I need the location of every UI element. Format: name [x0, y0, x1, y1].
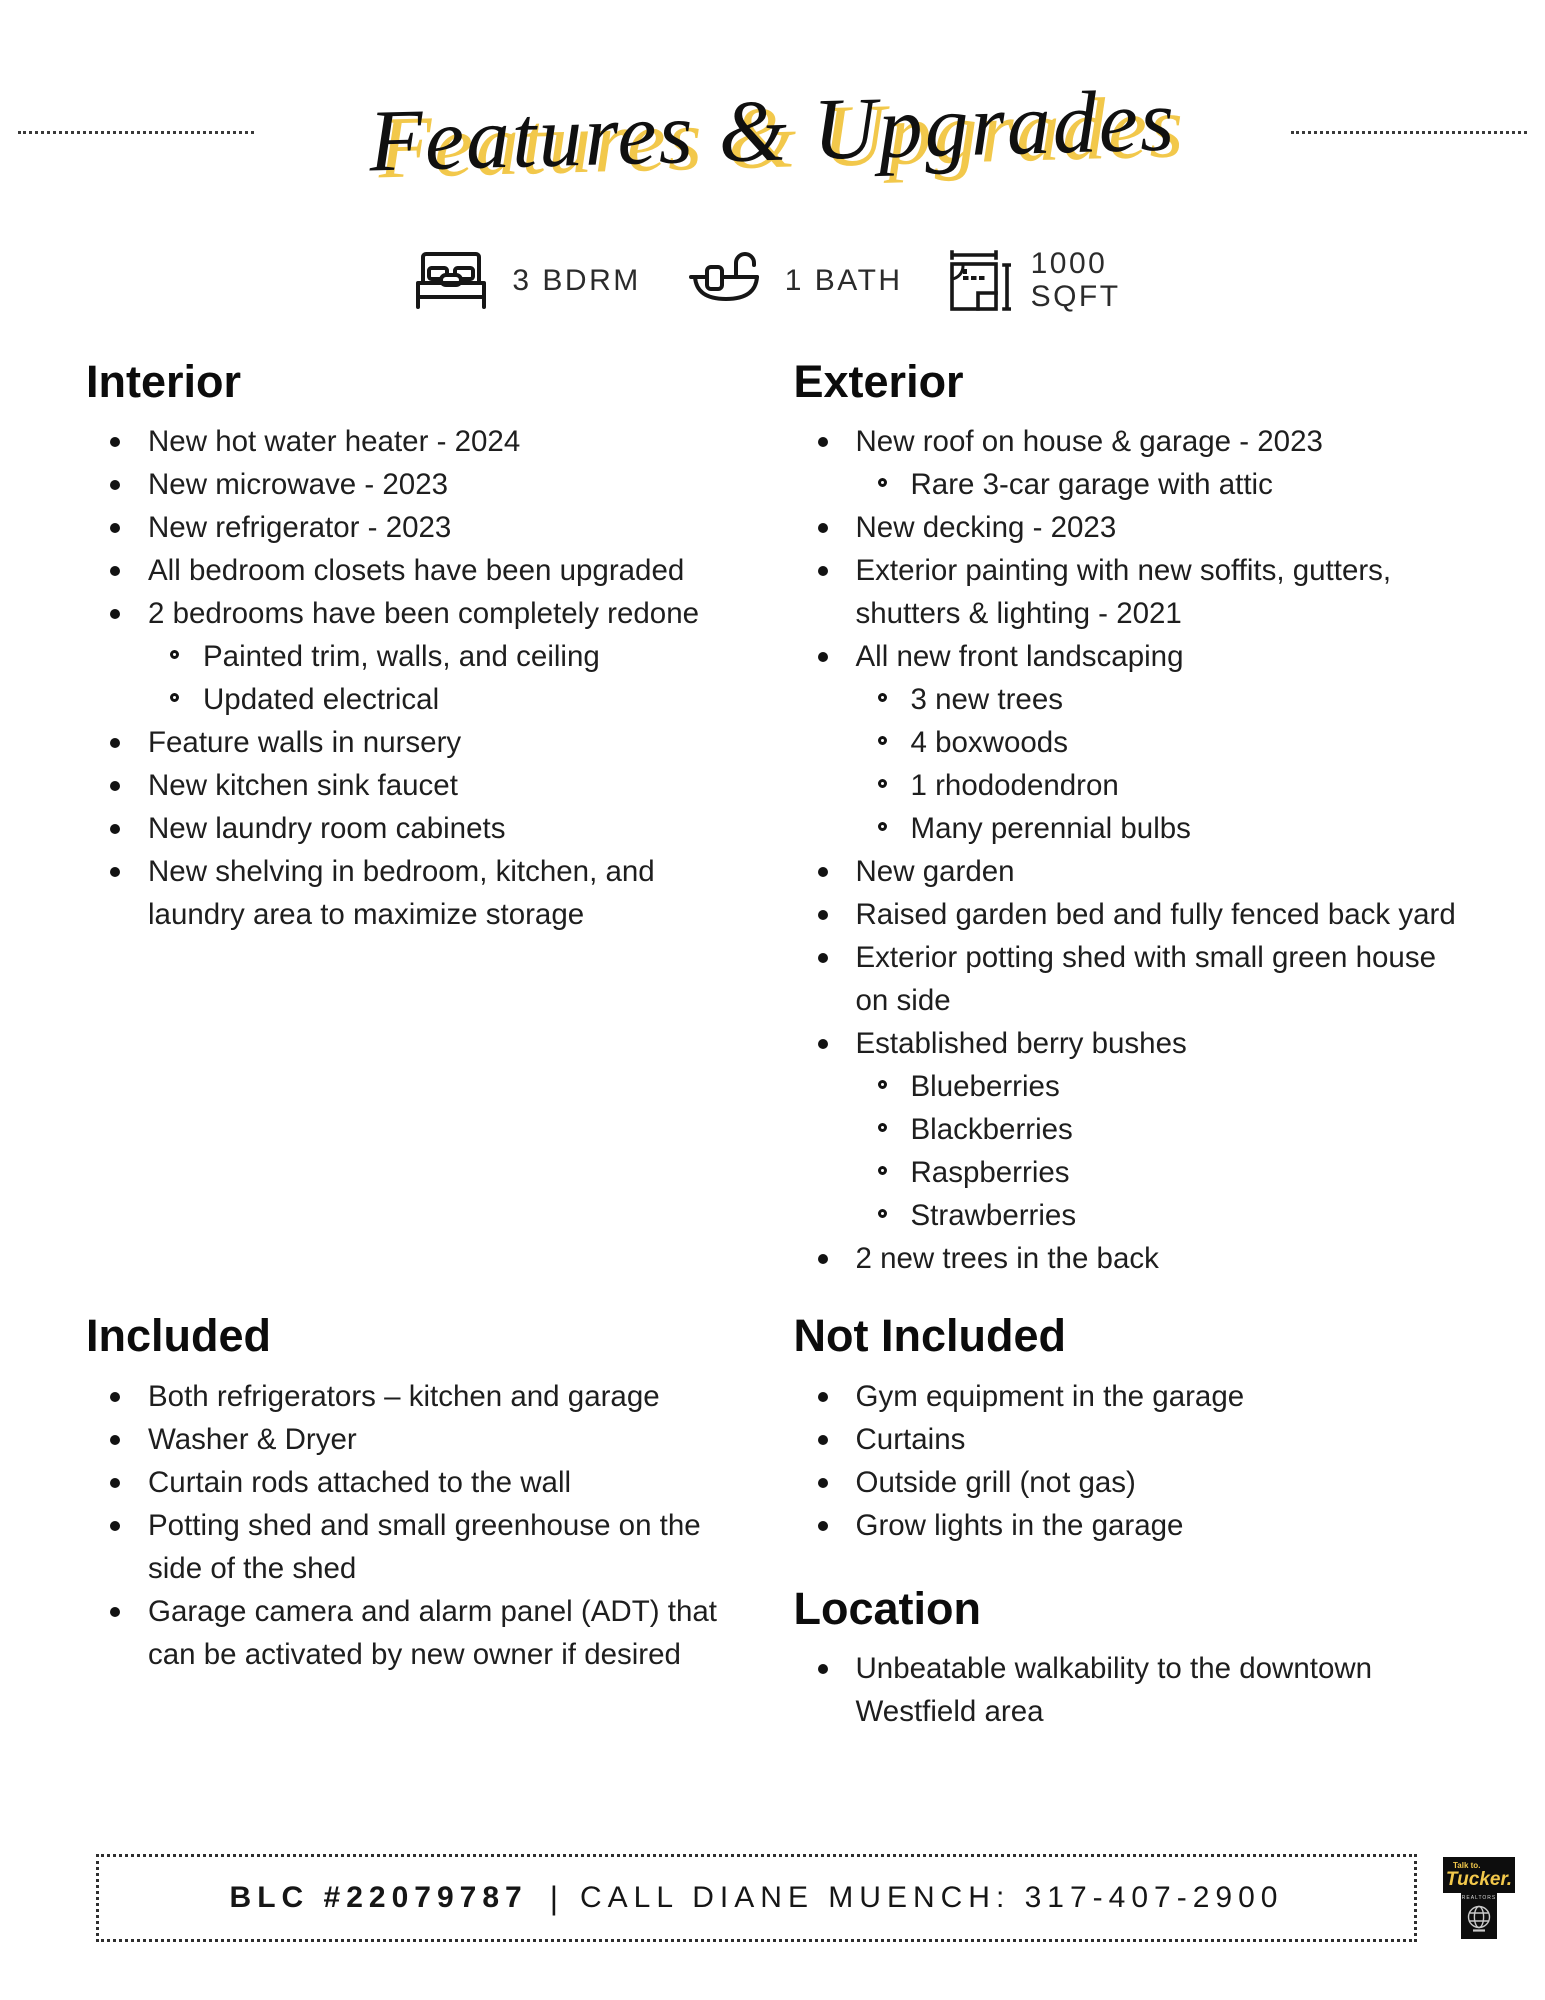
section-exterior [794, 354, 1460, 1280]
bullet-dot-icon [818, 1254, 828, 1264]
list-item-text: Exterior painting with new soffits, gutters, shutters & lighting - 2021 [855, 554, 1392, 631]
list-item [794, 764, 1460, 807]
list-item [86, 764, 752, 807]
list-item-text: All bedroom closets have been upgraded [148, 554, 685, 588]
list-item [794, 1022, 1460, 1065]
bullet-dot-icon [110, 867, 120, 877]
list-item [794, 1647, 1460, 1733]
bullet-circle-icon [878, 1209, 887, 1218]
tucker-logo [1441, 1857, 1517, 1939]
globe-icon [1466, 1902, 1492, 1939]
list-item-text: Blackberries [910, 1113, 1073, 1147]
bullet-dot-icon [818, 867, 828, 877]
bullet-circle-icon [170, 650, 179, 659]
list-item [794, 463, 1460, 506]
bullet-dot-icon [110, 781, 120, 791]
list-item-text: New refrigerator - 2023 [148, 511, 452, 545]
bullet-dot-icon [110, 738, 120, 748]
location-list [794, 1647, 1460, 1733]
title-header [0, 34, 1545, 230]
bed-icon [410, 249, 492, 311]
bullet-dot-icon [818, 1478, 828, 1488]
list-item [794, 506, 1460, 549]
list-item-text: Gym equipment in the garage [855, 1379, 1245, 1413]
bullet-dot-icon [818, 910, 828, 920]
bullet-dot-icon [818, 437, 828, 447]
bullet-dot-icon [110, 609, 120, 619]
bullet-circle-icon [878, 1166, 887, 1175]
interior-heading: Interior [86, 356, 242, 407]
stat-bathrooms [687, 249, 903, 311]
list-item [86, 678, 752, 721]
list-item-text: Outside grill (not gas) [855, 1465, 1136, 1499]
right-bottom-column [794, 1308, 1460, 1733]
list-item-text: 1 rhododendron [910, 769, 1119, 803]
blc-number: BLC #22079787 [229, 1881, 528, 1914]
section-included [86, 1308, 752, 1733]
tucker-logo-bottom [1461, 1893, 1497, 1939]
bullet-dot-icon [818, 566, 828, 576]
bullet-dot-icon [110, 824, 120, 834]
list-item [86, 549, 752, 592]
bullet-circle-icon [170, 693, 179, 702]
list-item [794, 850, 1460, 893]
list-item-text: Washer & Dryer [148, 1422, 357, 1456]
bath-icon [687, 249, 765, 311]
list-item-text: New shelving in bedroom, kitchen, and laundry area to maximize storage [148, 855, 655, 932]
list-item-text: Painted trim, walls, and ceiling [203, 640, 600, 674]
list-item-text: New laundry room cabinets [148, 812, 506, 846]
bullet-circle-icon [878, 779, 887, 788]
list-item [794, 1151, 1460, 1194]
section-interior [86, 354, 752, 1280]
list-item-text: Curtain rods attached to the wall [148, 1465, 572, 1499]
list-item-text: Rare 3-car garage with attic [910, 468, 1273, 502]
list-item [794, 1461, 1460, 1504]
list-item-text: Grow lights in the garage [855, 1508, 1184, 1542]
list-item-text: 2 new trees in the back [855, 1242, 1159, 1276]
bathrooms-label: 1 BATH [784, 263, 903, 297]
list-item-text: 2 bedrooms have been completely redone [148, 597, 700, 631]
bullet-dot-icon [818, 953, 828, 963]
list-item-text: New kitchen sink faucet [148, 769, 458, 803]
bullet-dot-icon [110, 480, 120, 490]
list-item [86, 807, 752, 850]
bullet-dot-icon [110, 1392, 120, 1402]
list-item [86, 850, 752, 936]
bullet-dot-icon [110, 566, 120, 576]
not-included-list [794, 1375, 1460, 1547]
included-heading: Included [86, 1310, 272, 1362]
list-item [794, 893, 1460, 936]
location-heading: Location [793, 1582, 981, 1634]
list-item [86, 1504, 752, 1590]
list-item [86, 1418, 752, 1461]
floorplan-icon [949, 249, 1011, 311]
list-item-text: Feature walls in nursery [148, 726, 462, 760]
list-item [794, 635, 1460, 678]
list-item [794, 807, 1460, 850]
list-item-text: Raised garden bed and fully fenced back yard [855, 898, 1456, 932]
list-item [794, 1418, 1460, 1461]
talk-to-label: Talk to. [1453, 1860, 1481, 1870]
list-item-text: Both refrigerators – kitchen and garage [148, 1379, 660, 1413]
bullet-circle-icon [878, 1080, 887, 1089]
bedrooms-label: 3 BDRM [512, 263, 641, 297]
list-item-text: Curtains [855, 1422, 966, 1456]
bullet-dot-icon [110, 1435, 120, 1445]
page-title: Features & Upgrades [367, 72, 1178, 191]
list-item [794, 1375, 1460, 1418]
list-item-text: Updated electrical [203, 683, 440, 717]
list-item [86, 635, 752, 678]
list-item [86, 463, 752, 506]
realtors-label: REALTORS [1461, 1895, 1497, 1901]
list-item [86, 1461, 752, 1504]
exterior-heading: Exterior [793, 356, 964, 407]
bullet-dot-icon [110, 1478, 120, 1488]
exterior-list [794, 420, 1460, 1280]
list-item [86, 592, 752, 635]
list-item-text: New microwave - 2023 [148, 468, 449, 502]
footer [0, 1854, 1545, 2000]
section-not-included [794, 1308, 1460, 1546]
bullet-circle-icon [878, 1123, 887, 1132]
bullet-dot-icon [818, 523, 828, 533]
section-location [794, 1581, 1460, 1733]
bullet-circle-icon [878, 822, 887, 831]
bullet-dot-icon [110, 437, 120, 447]
list-item-text: Exterior potting shed with small green house on side [855, 941, 1436, 1018]
sqft-label: 1000 SQFT [1030, 247, 1121, 313]
not-included-heading: Not Included [793, 1310, 1066, 1362]
bullet-dot-icon [818, 1521, 828, 1531]
property-stats [0, 232, 1545, 328]
list-item [794, 420, 1460, 463]
list-item-text: Garage camera and alarm panel (ADT) that can be activated by new owner if desired [148, 1594, 717, 1671]
list-item [794, 1237, 1460, 1280]
list-item-text: Many perennial bulbs [910, 812, 1191, 846]
bullet-dot-icon [818, 1392, 828, 1402]
list-item [86, 721, 752, 764]
bullet-circle-icon [878, 693, 887, 702]
list-item [86, 420, 752, 463]
contact-phone: CALL DIANE MUENCH: 317-407-2900 [580, 1881, 1284, 1914]
bullet-dot-icon [110, 1607, 120, 1617]
list-item [794, 1108, 1460, 1151]
bullet-dot-icon [818, 1039, 828, 1049]
list-item-text: All new front landscaping [855, 640, 1184, 674]
list-item-text: Strawberries [910, 1199, 1077, 1233]
list-item [794, 721, 1460, 764]
tucker-label: Tucker. [1445, 1868, 1513, 1890]
bullet-dot-icon [818, 652, 828, 662]
bullet-dot-icon [818, 1664, 828, 1674]
list-item [794, 678, 1460, 721]
bullet-dot-icon [818, 1435, 828, 1445]
list-item-text: New decking - 2023 [855, 511, 1117, 545]
list-item [794, 936, 1460, 1022]
tucker-logo-top [1443, 1857, 1515, 1893]
list-item-text: 3 new trees [910, 683, 1063, 717]
list-item [86, 1590, 752, 1676]
list-item [86, 506, 752, 549]
list-item-text: Blueberries [910, 1070, 1060, 1104]
list-item [794, 549, 1460, 635]
bullet-circle-icon [878, 736, 887, 745]
list-item-text: New garden [855, 855, 1015, 889]
list-item [86, 1375, 752, 1418]
right-dotted-divider [1291, 131, 1527, 134]
list-item [794, 1504, 1460, 1547]
list-item-text: New roof on house & garage - 2023 [855, 425, 1323, 459]
contact-bar [96, 1854, 1417, 1942]
list-item-text: Unbeatable walkability to the downtown Westfield area [855, 1651, 1373, 1728]
left-dotted-divider [18, 131, 254, 134]
bullet-circle-icon [878, 478, 887, 487]
bullet-dot-icon [110, 523, 120, 533]
list-item-text: Raspberries [910, 1156, 1070, 1190]
stat-bedrooms [410, 249, 640, 311]
list-item-text: New hot water heater - 2024 [148, 425, 521, 459]
sections-grid [0, 328, 1545, 1733]
footer-separator: | [549, 1879, 558, 1916]
list-item [794, 1194, 1460, 1237]
stat-sqft [949, 247, 1135, 313]
list-item-text: 4 boxwoods [910, 726, 1068, 760]
bullet-dot-icon [110, 1521, 120, 1531]
list-item [794, 1065, 1460, 1108]
interior-list [86, 420, 752, 936]
included-list [86, 1375, 752, 1676]
list-item-text: Potting shed and small greenhouse on the side of the shed [148, 1508, 701, 1585]
list-item-text: Established berry bushes [855, 1027, 1187, 1061]
